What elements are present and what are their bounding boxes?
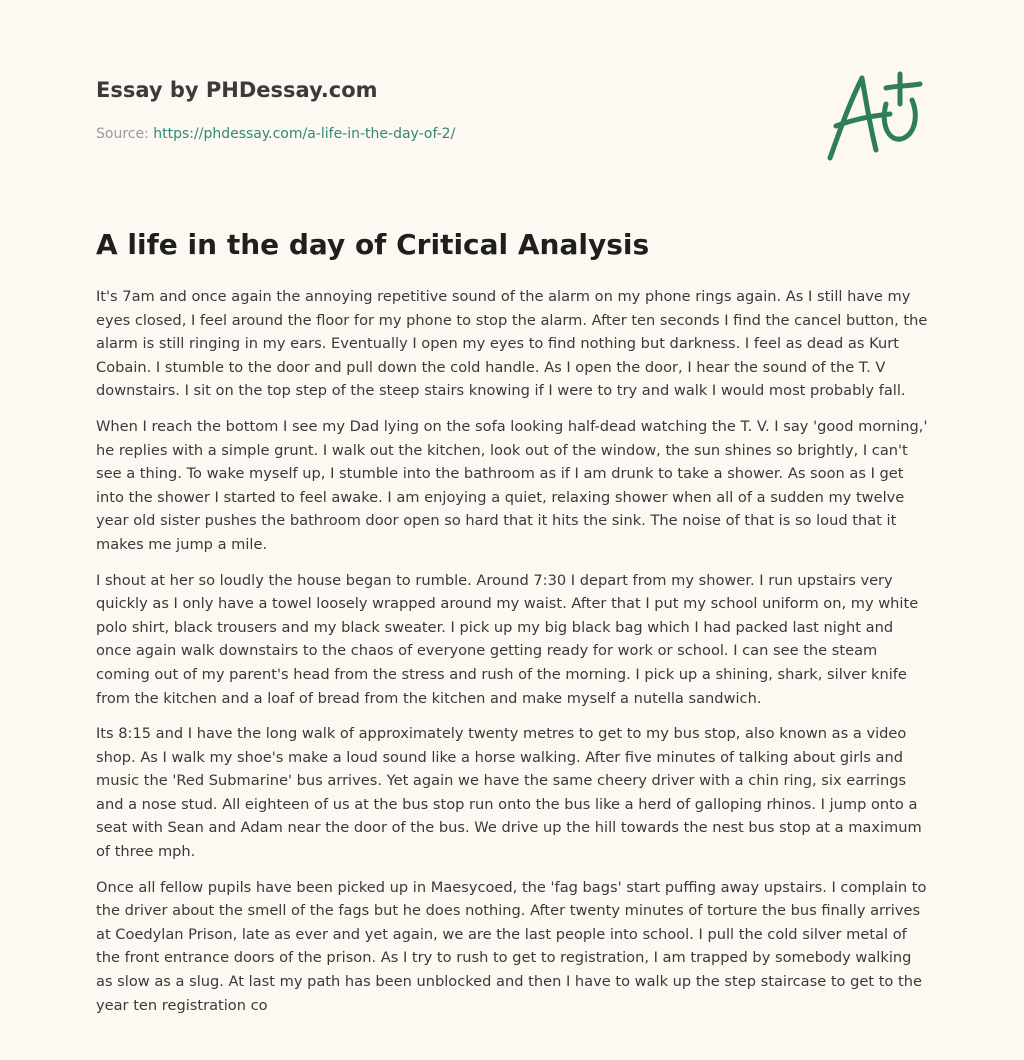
a-plus-grade-icon xyxy=(820,66,930,166)
essay-paragraph: It's 7am and once again the annoying repetitive sound of the alarm on my phone rings again. As I still have my eyes closed, I feel around the floor for my phone to stop the alarm. After ten seconds I find the cancel button, the alarm is still ringing in my ears. Eventually I open my eyes to find nothing but darkness. I feel as dead as Kurt Cobain. I stumble to the door and pull down the cold handle. As I open the door, I hear the sound of the T. V downstairs. I sit on the top step of the steep stairs knowing if I were to try and walk I would most probably fall. xyxy=(96,288,928,400)
source-line xyxy=(96,124,796,144)
essay-title: A life in the day of Critical Analysis xyxy=(96,228,650,261)
source-label: Source: xyxy=(96,126,154,142)
essay-paragraph: Its 8:15 and I have the long walk of approximately twenty metres to get to my bus stop, also known as a video shop. As I walk my shoe's make a loud sound like a horse walking. After five minutes of talking about girls and music the 'Red Submarine' bus arrives. Yet again we have the same cheery driver with a chin ring, six earrings and a nose stud. All eighteen of us at the bus stop run onto the bus like a herd of galloping rhinos. I jump onto a seat with Sean and Adam near the door of the bus. We drive up the hill towards the nest bus stop at a maximum of three mph. xyxy=(96,725,922,861)
essay-paragraph: When I reach the bottom I see my Dad lying on the sofa looking half-dead watching the T. V. I say 'good morning,' he replies with a simple grunt. I walk out the kitchen, look out of the window, the sun shines so brightly, I can't see a thing. To wake myself up, I stumble into the bathroom as if I am drunk to take a shower. As soon as I get into the shower I started to feel awake. I am enjoying a quiet, relaxing shower when all of a sudden my twelve year old sister pushes the bathroom door open so hard that it hits the sink. The noise of that is so loud that it makes me jump a mile. xyxy=(96,417,928,553)
essay-paragraph: Once all fellow pupils have been picked up in Maesycoed, the 'fag bags' start puffing away upstairs. I complain to the driver about the smell of the fags but he does nothing. After twenty minutes of torture the bus finally arrives at Coedylan Prison, late as ever and yet again, we are the last people into school. I pull the cold silver metal of the front entrance doors of the prison. As I try to rush to get to registration, I am trapped by somebody walking as slow as a slug. At last my path has been unblocked and then I have to walk up the step staircase to get to the year ten registration co xyxy=(96,878,927,1014)
essay-header xyxy=(96,76,796,144)
essay-body xyxy=(96,285,932,1029)
source-link[interactable]: https://phdessay.com/a-life-in-the-day-of-2/ xyxy=(153,126,456,142)
brand-title: Essay by PHDessay.com xyxy=(96,78,378,102)
essay-paragraph: I shout at her so loudly the house began to rumble. Around 7:30 I depart from my shower. I run upstairs very quickly as I only have a towel loosely wrapped around my waist. After that I put my school uniform on, my white polo shirt, black trousers and my black sweater. I pick up my big black bag which I had packed last night and once again walk downstairs to the chaos of everyone getting ready for work or school. I can see the steam coming out of my parent's head from the stress and rush of the morning. I pick up a shining, shark, silver knife from the kitchen and a loaf of bread from the kitchen and make myself a nutella sandwich. xyxy=(96,571,919,707)
